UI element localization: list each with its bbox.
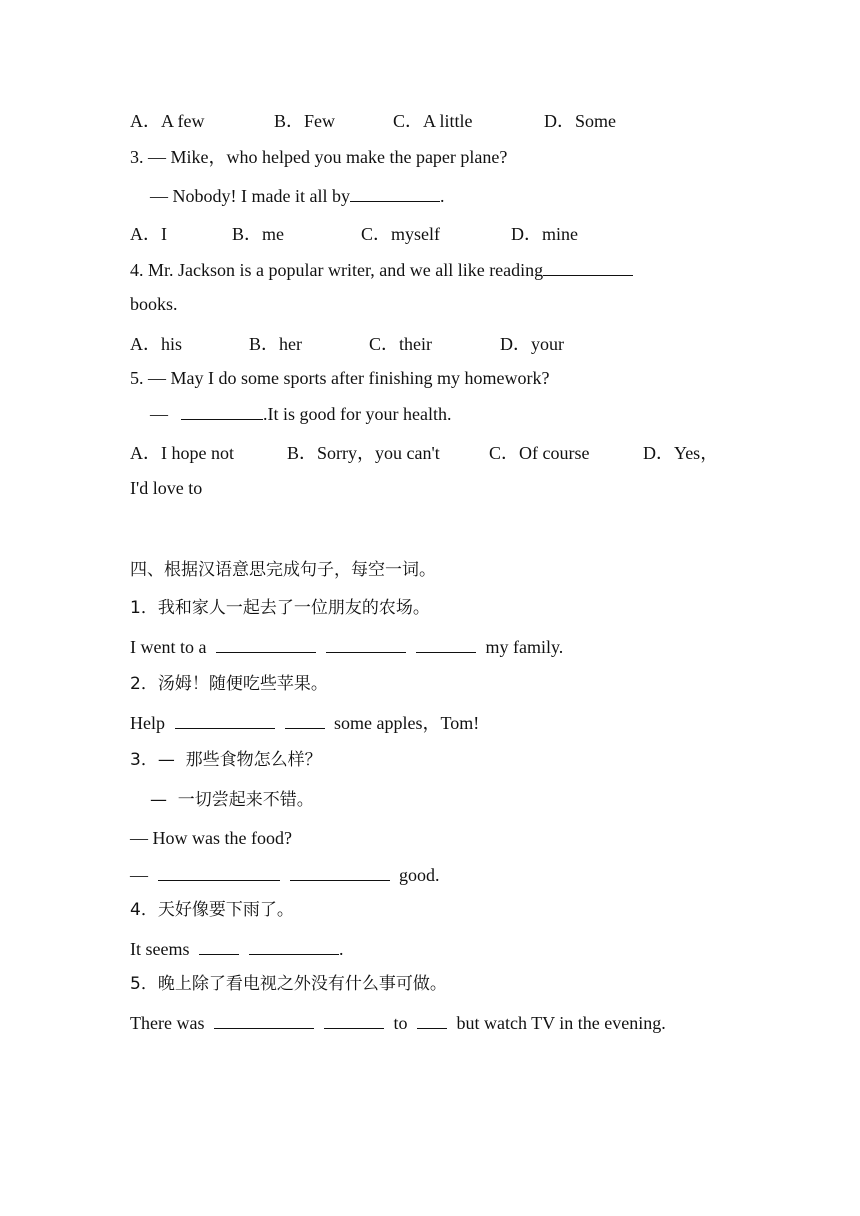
q4-option-c: C．their [369,334,432,354]
s4-item4-suffix: . [338,939,344,959]
s4-item1-blank3[interactable] [416,635,476,653]
q4-option-a: A．his [130,334,183,354]
q5-option-c: C．Of course [489,443,590,463]
s4-item3-prefix: — [130,865,148,885]
s4-item2-cn: 2．汤姆！随便吃些苹果。 [130,674,328,694]
s4-item1-cn: 1．我和家人一起去了一位朋友的农场。 [130,598,430,618]
s4-item1-suffix: my family. [485,637,564,657]
q4-blank[interactable] [543,258,633,276]
q5-option-a: A．I hope not [130,443,234,463]
q3-option-b: B．me [232,224,284,244]
q4-option-b: B．her [249,334,302,354]
s4-item4-blank2[interactable] [249,937,339,955]
q5-option-d-cont: I'd love to [130,478,203,498]
s4-item3-blank1[interactable] [158,863,280,881]
s4-item3-blank2[interactable] [290,863,390,881]
s4-item2-suffix: some apples，Tom! [334,713,480,733]
q4-question-part1: 4. Mr. Jackson is a popular writer, and we all like reading [130,260,544,280]
s4-item1-en [130,635,563,658]
q5-option-d: D．Yes， [643,443,719,463]
s4-item5-mid: to [393,1013,408,1033]
q3-answer-suffix: . [439,186,445,206]
q5-question: 5. — May I do some sports after finishing my homework? [130,368,550,388]
s4-item1-blank2[interactable] [326,635,406,653]
s4-item3-en-line1: — How was the food? [130,828,292,848]
s4-item5-prefix: There was [130,1013,205,1033]
s4-item3-cn-line2: — 一切尝起来不错。 [150,790,314,810]
s4-item1-blank1[interactable] [216,635,316,653]
s4-item5-suffix: but watch TV in the evening. [456,1013,666,1033]
q5-answer-suffix: .It is good for your health. [263,404,452,424]
s4-item2-en [130,711,479,734]
s4-item1-prefix: I went to a [130,637,207,657]
q5-answer-line [150,402,451,425]
q3-option-a: A．I [130,224,167,244]
section4-title: 四、根据汉语意思完成句子，每空一词。 [130,560,436,580]
q5-answer-prefix: — [150,404,168,424]
q3-answer-prefix: — Nobody! I made it all by [150,186,350,206]
q5-blank[interactable] [181,402,263,420]
s4-item5-blank2[interactable] [324,1011,384,1029]
s4-item3-cn-line1: 3．— 那些食物怎么样？ [130,750,322,770]
s4-item5-blank3[interactable] [417,1011,447,1029]
s4-item4-prefix: It seems [130,939,190,959]
q3-question: 3. — Mike，who helped you make the paper plane? [130,147,508,167]
q5-option-b: B．Sorry，you can't [287,443,440,463]
q3-answer-line [150,184,444,207]
q4-question-line1 [130,258,633,281]
q3-option-c: C．myself [361,224,440,244]
s4-item4-en [130,937,343,960]
s4-item2-blank2[interactable] [285,711,325,729]
s4-item4-cn: 4．天好像要下雨了。 [130,900,294,920]
q2-option-b: B．Few [274,111,336,131]
s4-item3-en-line2 [130,863,440,886]
s4-item3-suffix: good. [399,865,440,885]
s4-item2-prefix: Help [130,713,165,733]
s4-item5-blank1[interactable] [214,1011,314,1029]
s4-item5-cn: 5．晚上除了看电视之外没有什么事可做。 [130,974,447,994]
q4-question-part2: books. [130,294,178,314]
q2-option-c: C．A little [393,111,473,131]
q2-option-d: D．Some [544,111,616,131]
s4-item5-en [130,1011,666,1034]
q2-option-a: A．A few [130,111,205,131]
q4-option-d: D．your [500,334,564,354]
s4-item2-blank1[interactable] [175,711,275,729]
q3-blank[interactable] [350,184,440,202]
s4-item4-blank1[interactable] [199,937,239,955]
q3-option-d: D．mine [511,224,578,244]
